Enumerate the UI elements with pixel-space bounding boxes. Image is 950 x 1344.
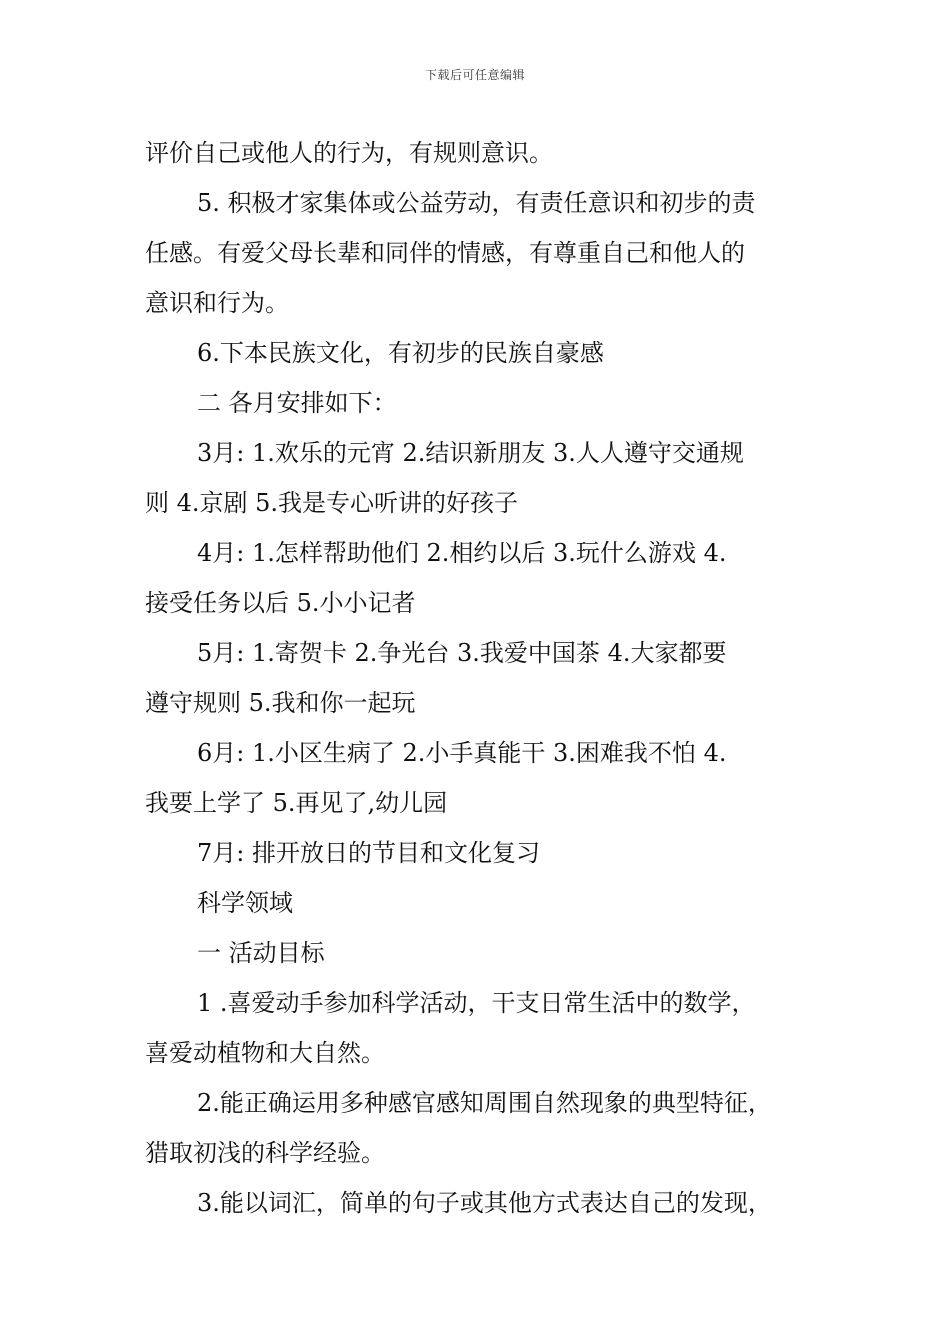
section-heading: 二 各月安排如下： [197,389,397,417]
text-line: 6.下本民族文化，有初步的民族自豪感 [197,339,604,367]
text-line: 5. 积极才家集体或公益劳动，有责任意识和初步的责 [197,189,756,217]
text-line: 喜爱动植物和大自然。 [145,1039,385,1067]
section-heading: 一 活动目标 [197,939,325,967]
text-line: 5月: 1.寄贺卡 2.争光台 3.我爱中国茶 4.大家都要 [197,639,727,667]
text-line: 则 4.京剧 5.我是专心听讲的好孩子 [145,489,519,517]
text-line: 遵守规则 5.我和你一起玩 [145,689,416,717]
text-line: 2.能正确运用多种感官感知周围自然现象的典型特征， [197,1089,772,1117]
text-line: 4月: 1.怎样帮助他们 2.相约以后 3.玩什么游戏 4. [197,539,727,567]
text-line: 猎取初浅的科学经验。 [145,1139,385,1167]
text-line: 3.能以词汇，简单的句子或其他方式表达自己的发现， [197,1189,772,1217]
text-line: 接受任务以后 5.小小记者 [145,589,416,617]
text-line: 我要上学了 5.再见了,幼儿园 [145,789,448,817]
text-line: 评价自己或他人的行为，有规则意识。 [145,139,553,167]
document-body [145,128,815,1228]
text-line: 1 .喜爱动手参加科学活动，干支日常生活中的数学， [197,989,756,1017]
text-line: 7月: 排开放日的节目和文化复习 [197,839,540,867]
text-line: 任感。有爱父母长辈和同伴的情感，有尊重自己和他人的 [145,239,745,267]
section-heading: 科学领域 [197,889,293,917]
text-line: 6月: 1.小区生病了 2.小手真能干 3.困难我不怕 4. [197,739,727,767]
page-header: 下载后可任意编辑 [424,68,525,82]
text-line: 3月: 1.欢乐的元宵 2.结识新朋友 3.人人遵守交通规 [197,439,744,467]
text-line: 意识和行为。 [145,289,289,317]
